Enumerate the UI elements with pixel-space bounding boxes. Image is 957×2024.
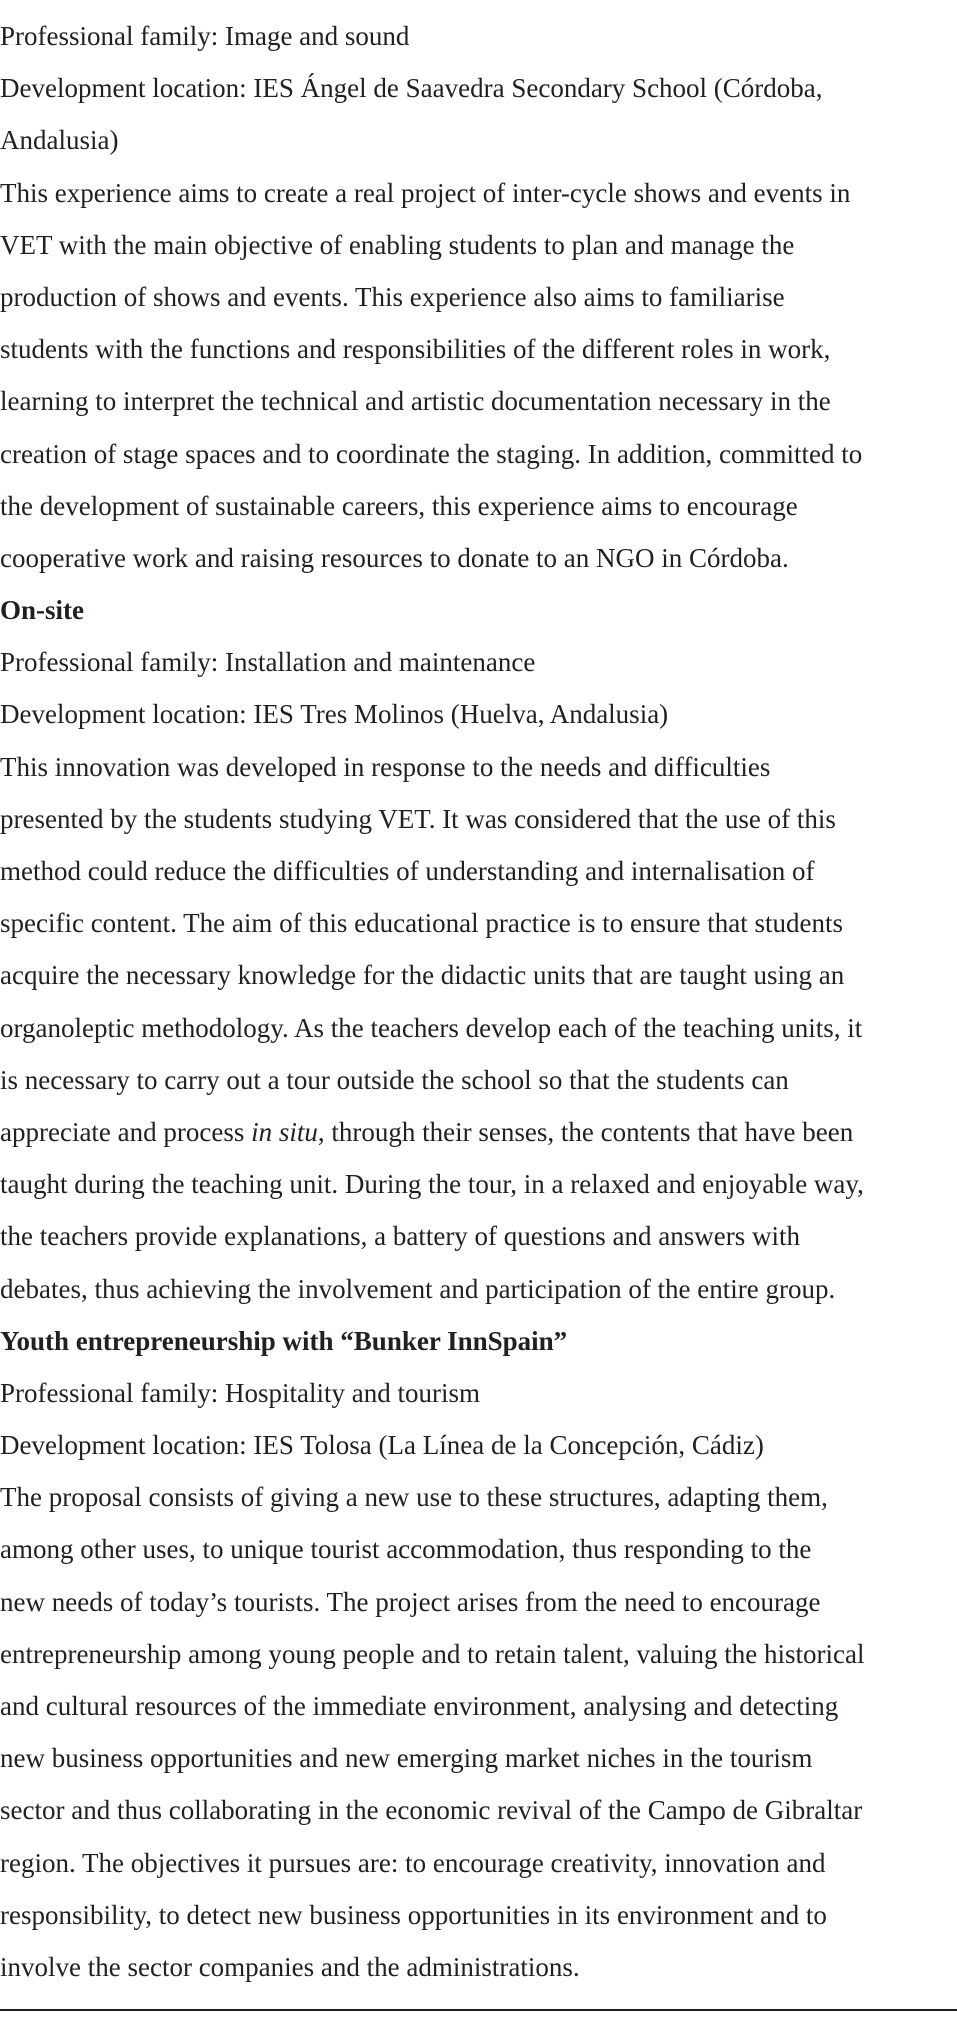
description-line: entrepreneurship among young people and to retain talent, valuing the historical	[0, 1638, 865, 1669]
description-line: This experience aims to create a real project of inter-cycle shows and events in	[0, 177, 851, 208]
italic-term: in situ	[251, 1116, 318, 1147]
text-run: , through their senses, the contents that have been	[317, 1116, 854, 1147]
description-line: students with the functions and responsibilities of the different roles in work,	[0, 334, 831, 365]
description-line: new business opportunities and new emerging market niches in the tourism	[0, 1743, 813, 1774]
section3-professional-family: Professional family: Hospitality and tourism	[0, 1377, 480, 1408]
description-line: new needs of today’s tourists. The project arises from the need to encourage	[0, 1586, 821, 1617]
description-line: debates, thus achieving the involvement and participation of the entire group.	[0, 1273, 836, 1304]
description-line: sector and thus collaborating in the economic revival of the Campo de Gibraltar	[0, 1795, 863, 1826]
location-line: Development location: IES Ángel de Saavedra Secondary School (Córdoba,	[0, 73, 823, 104]
section3-title: Youth entrepreneurship with “Bunker InnSpain”	[0, 1325, 568, 1356]
section2-professional-family: Professional family: Installation and maintenance	[0, 647, 536, 678]
description-line: is necessary to carry out a tour outside the school so that the students can	[0, 1064, 789, 1095]
bottom-divider	[0, 2009, 957, 2011]
description-line: learning to interpret the technical and artistic documentation necessary in the	[0, 386, 831, 417]
description-line: responsibility, to detect new business opportunities in its environment and to	[0, 1899, 827, 1930]
section1-development-location	[0, 62, 945, 166]
description-line: involve the sector companies and the administrations.	[0, 1951, 580, 1982]
description-line: method could reduce the difficulties of understanding and internalisation of	[0, 856, 815, 886]
description-line: The proposal consists of giving a new use to these structures, adapting them,	[0, 1482, 828, 1513]
section2-development-location: Development location: IES Tres Molinos (Huelva, Andalusia)	[0, 699, 669, 730]
description-line: presented by the students studying VET. It was considered that the use of this	[0, 803, 836, 834]
location-line: Andalusia)	[0, 125, 119, 156]
section2-title: On-site	[0, 595, 84, 626]
description-line: creation of stage spaces and to coordinate the staging. In addition, committed to	[0, 438, 863, 469]
document-body	[0, 10, 945, 1993]
text-run: appreciate and process	[0, 1116, 252, 1147]
description-line: acquire the necessary knowledge for the didactic units that are taught using an	[0, 960, 845, 991]
section3-description	[0, 1471, 945, 1993]
description-line: and cultural resources of the immediate environment, analysing and detecting	[0, 1691, 839, 1721]
description-line: taught during the teaching unit. During the tour, in a relaxed and enjoyable way,	[0, 1169, 864, 1200]
section2-description	[0, 741, 945, 1315]
description-line-with-italic	[0, 1106, 945, 1158]
section1-description	[0, 167, 945, 585]
description-line: the development of sustainable careers, this experience aims to encourage	[0, 490, 798, 521]
description-line: VET with the main objective of enabling students to plan and manage the	[0, 229, 795, 260]
description-line: among other uses, to unique tourist accommodation, thus responding to the	[0, 1534, 812, 1565]
description-line: production of shows and events. This experience also aims to familiarise	[0, 281, 785, 312]
description-line: cooperative work and raising resources to donate to an NGO in Córdoba.	[0, 542, 789, 573]
section1-professional-family: Professional family: Image and sound	[0, 21, 410, 51]
description-line: the teachers provide explanations, a battery of questions and answers with	[0, 1221, 801, 1252]
section3-development-location: Development location: IES Tolosa (La Línea de la Concepción, Cádiz)	[0, 1430, 764, 1461]
description-line: specific content. The aim of this educational practice is to ensure that students	[0, 908, 843, 939]
description-line: organoleptic methodology. As the teachers develop each of the teaching units, it	[0, 1012, 863, 1043]
description-line: region. The objectives it pursues are: to encourage creativity, innovation and	[0, 1847, 826, 1878]
description-line: This innovation was developed in response to the needs and difficulties	[0, 751, 771, 782]
